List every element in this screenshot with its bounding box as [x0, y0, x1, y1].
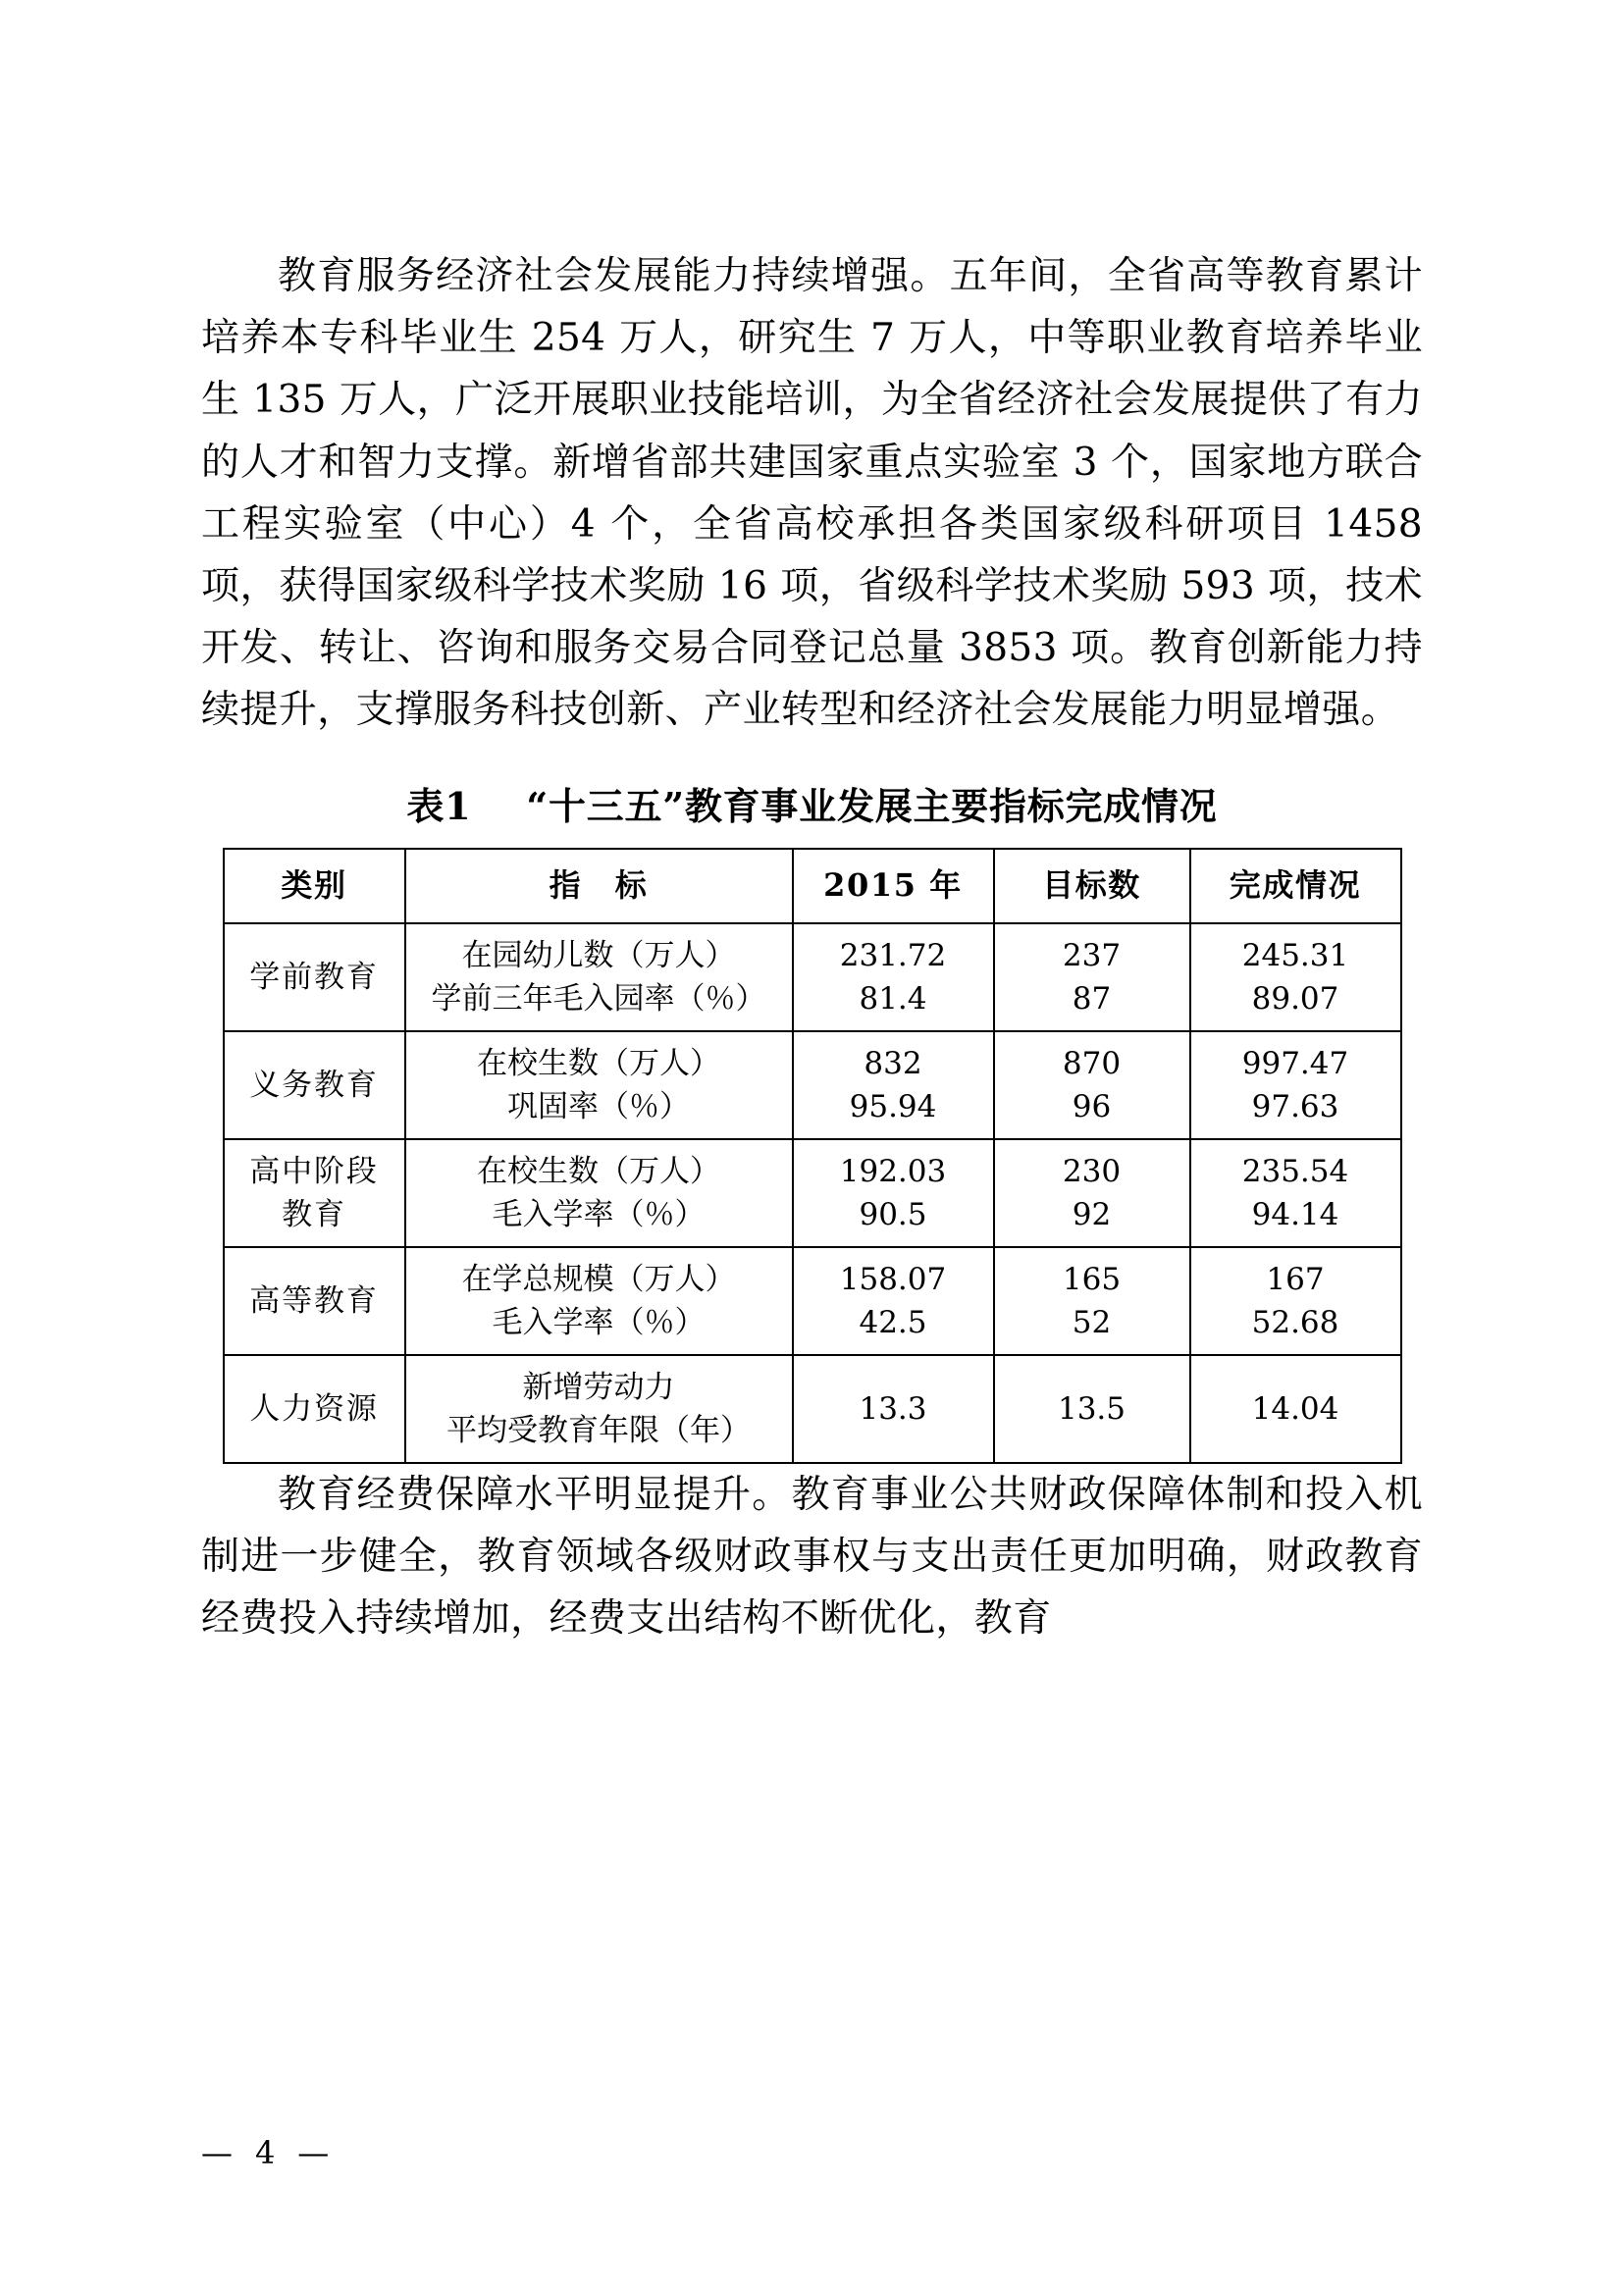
- row-value-line: 231.72: [839, 937, 947, 973]
- table-header-category: 类别: [224, 849, 405, 922]
- row-year2015: [793, 1139, 994, 1247]
- row-value-line: 97.63: [1251, 1088, 1339, 1124]
- row-indicator-line: 巩固率（％）: [507, 1088, 690, 1124]
- row-indicators: [405, 1247, 793, 1355]
- table-header-target: 目标数: [994, 849, 1190, 922]
- table-row: [224, 1031, 1401, 1139]
- row-achieved: 14.04: [1190, 1355, 1401, 1463]
- row-indicator-line: 新增劳动力: [522, 1369, 675, 1405]
- row-indicator-line: 在学总规模（万人）: [461, 1261, 736, 1297]
- row-value-line: 245.31: [1241, 937, 1349, 973]
- row-category: [224, 1139, 405, 1247]
- row-value-line: 94.14: [1251, 1196, 1339, 1232]
- row-value-line: 192.03: [839, 1153, 947, 1189]
- row-value-line: 997.47: [1241, 1045, 1349, 1081]
- row-target: [994, 1247, 1190, 1355]
- row-target: 13.5: [994, 1355, 1190, 1463]
- row-indicator-line: 在校生数（万人）: [477, 1153, 720, 1189]
- row-target: [994, 923, 1190, 1031]
- table-row: [224, 1139, 1401, 1247]
- row-achieved: [1190, 1247, 1401, 1355]
- row-indicator-line: 学前三年毛入园率（％）: [431, 980, 766, 1017]
- row-value-line: 81.4: [859, 980, 927, 1017]
- row-value-line: 90.5: [859, 1196, 927, 1232]
- row-category: 高等教育: [224, 1247, 405, 1355]
- table-header-row: [224, 849, 1401, 922]
- table-caption: [201, 776, 1423, 830]
- row-value-line: 167: [1266, 1261, 1325, 1297]
- row-year2015: [793, 1247, 994, 1355]
- row-achieved: [1190, 1139, 1401, 1247]
- table-header-indicator: 指 标: [405, 849, 793, 922]
- page-number: — 4 —: [201, 2134, 336, 2171]
- row-value-line: 52.68: [1251, 1304, 1339, 1340]
- row-value-line: 95.94: [849, 1088, 937, 1124]
- row-indicators: [405, 1031, 793, 1139]
- row-indicators: [405, 1355, 793, 1463]
- row-indicators: [405, 1139, 793, 1247]
- row-value-line: 230: [1062, 1153, 1122, 1189]
- table-caption-label: 表1: [406, 784, 472, 829]
- row-indicators: [405, 923, 793, 1031]
- row-value-line: 237: [1062, 937, 1122, 973]
- row-indicator-line: 在校生数（万人）: [477, 1045, 720, 1081]
- row-year2015: 13.3: [793, 1355, 994, 1463]
- row-category: 人力资源: [224, 1355, 405, 1463]
- row-value-line: 870: [1062, 1045, 1122, 1081]
- indicators-table: [223, 848, 1402, 1464]
- row-indicator-line: 毛入学率（％）: [492, 1304, 706, 1340]
- row-value-line: 89.07: [1251, 980, 1339, 1017]
- table-row: [224, 923, 1401, 1031]
- table-row: [224, 1247, 1401, 1355]
- table-caption-title: “十三五”教育事业发展主要指标完成情况: [526, 784, 1218, 829]
- row-value-line: 42.5: [859, 1304, 927, 1340]
- row-category-line: 教育: [282, 1196, 346, 1232]
- row-category-line: 高中阶段: [249, 1153, 379, 1189]
- row-indicator-line: 毛入学率（％）: [492, 1196, 706, 1232]
- row-value-line: 96: [1072, 1088, 1112, 1124]
- paragraph-education-funding: 教育经费保障水平明显提升。教育事业公共财政保障体制和投入机制进一步健全，教育领域各级财政事权与支出责任更加明确，财政教育经费投入持续增加，经费支出结构不断优化，教育: [201, 1472, 1423, 1642]
- row-value-line: 52: [1072, 1304, 1112, 1340]
- row-target: [994, 1139, 1190, 1247]
- row-category: 学前教育: [224, 923, 405, 1031]
- row-value-line: 87: [1072, 980, 1112, 1017]
- row-category: 义务教育: [224, 1031, 405, 1139]
- paragraph-education-service: 教育服务经济社会发展能力持续增强。五年间，全省高等教育累计培养本专科毕业生 254 万人，研究生 7 万人，中等职业教育培养毕业生 135 万人，广泛开展职业技能培训，为全省经济社会发展提供了有力的人才和智力支撑。新增省部共建国家重点实验室 3 个，国家地方联合工程实验室（中心）4 个，全省高校承担各类国家级科研项目 1458 项，获得国家级科学技术奖励 16 项，省级科学技术奖励 593 项，技术开发、转让、咨询和服务交易合同登记总量 3853 项。教育创新能力持续提升，支撑服务科技创新、产业转型和经济社会发展能力明显增强。: [201, 254, 1423, 733]
- row-value-line: 92: [1072, 1196, 1112, 1232]
- row-year2015: [793, 1031, 994, 1139]
- table-header-year2015: 2015 年: [793, 849, 994, 922]
- row-indicator-line: 平均受教育年限（年）: [446, 1412, 751, 1448]
- row-value-line: 158.07: [839, 1261, 947, 1297]
- row-value-line: 165: [1062, 1261, 1122, 1297]
- row-year2015: [793, 923, 994, 1031]
- row-value-line: 832: [864, 1045, 922, 1081]
- page-footer: [201, 2134, 1423, 2171]
- row-indicator-line: 在园幼儿数（万人）: [461, 937, 736, 973]
- row-achieved: [1190, 1031, 1401, 1139]
- table-header-achieved: 完成情况: [1190, 849, 1401, 922]
- page-content: [201, 245, 1423, 1649]
- row-target: [994, 1031, 1190, 1139]
- table-row: [224, 1355, 1401, 1463]
- row-achieved: [1190, 923, 1401, 1031]
- row-value-line: 235.54: [1241, 1153, 1349, 1189]
